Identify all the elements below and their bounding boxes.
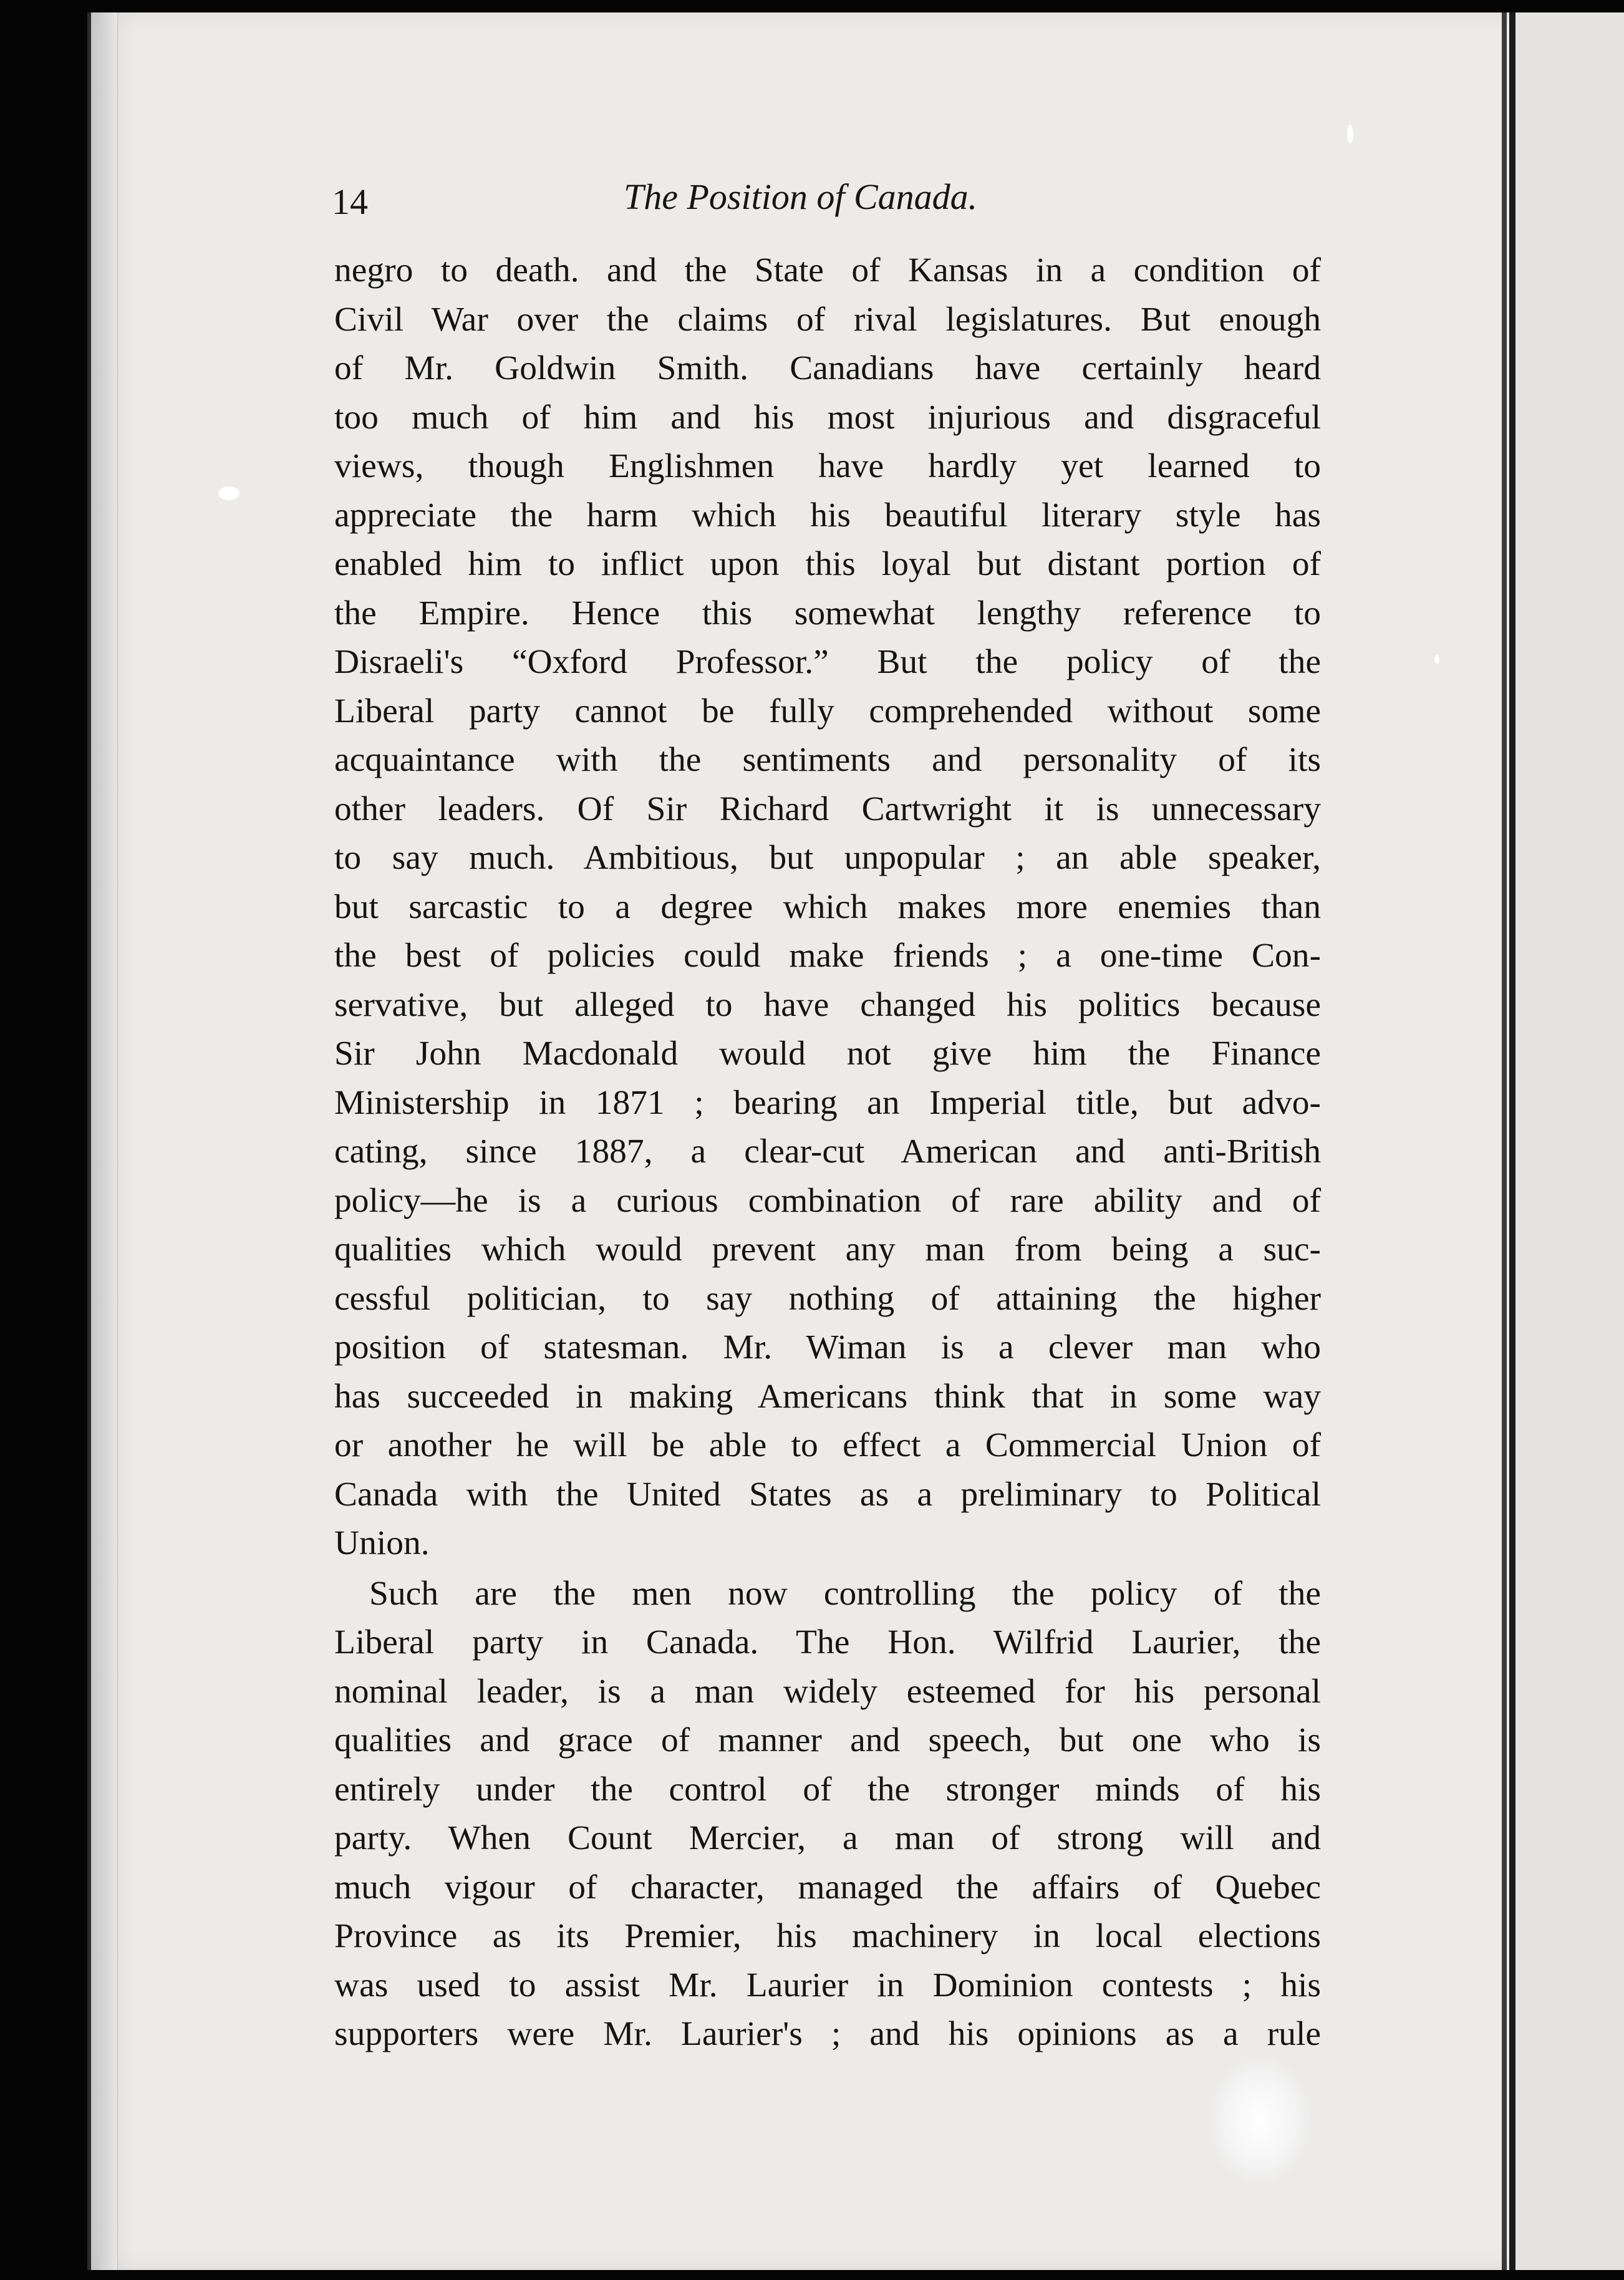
text-line: was used to assist Mr. Laurier in Dominion contests ; his xyxy=(334,1966,1321,2004)
paper-speck xyxy=(1434,655,1439,664)
text-line: Union. xyxy=(334,1524,430,1562)
paragraph xyxy=(334,246,1321,1568)
page-header xyxy=(332,176,1330,231)
paper-speck xyxy=(1347,125,1353,143)
text-line: Ministership in 1871 ; bearing an Imperial title, but advo- xyxy=(334,1083,1321,1122)
text-line: to say much. Ambitious, but unpopular ; an able speaker, xyxy=(334,839,1321,877)
text-line: or another he will be able to effect a Commercial Union of xyxy=(334,1426,1321,1464)
text-line: cating, since 1887, a clear-cut American and anti-British xyxy=(334,1133,1321,1171)
text-line: Liberal party cannot be fully comprehended without some xyxy=(334,692,1321,730)
paper-speck xyxy=(218,486,239,500)
text-line: servative, but alleged to have changed his politics because xyxy=(334,985,1321,1024)
facing-page-strip xyxy=(1509,12,1624,2270)
text-line: negro to death. and the State of Kansas in a condition of xyxy=(334,251,1321,289)
text-line: of Mr. Goldwin Smith. Canadians have certainly heard xyxy=(334,349,1321,387)
text-line: Liberal party in Canada. The Hon. Wilfrid Laurier, the xyxy=(334,1623,1321,1661)
text-line: appreciate the harm which his beautiful literary style has xyxy=(334,496,1321,534)
book-spine xyxy=(1502,12,1507,2270)
text-line: policy—he is a curious combination of rare ability and of xyxy=(334,1181,1321,1220)
text-line: nominal leader, is a man widely esteemed for his personal xyxy=(334,1672,1321,1711)
text-line: acquaintance with the sentiments and personality of its xyxy=(334,741,1321,779)
paper-stain xyxy=(1210,2058,1310,2183)
text-line: much vigour of character, managed the affairs of Quebec xyxy=(334,1868,1321,1906)
text-line: position of statesman. Mr. Wiman is a clever man who xyxy=(334,1328,1321,1366)
text-line: Disraeli's “Oxford Professor.” But the policy of the xyxy=(334,643,1321,681)
text-line: entirely under the control of the stronger minds of his xyxy=(334,1770,1321,1809)
body-text xyxy=(334,246,1321,2059)
text-line: Such are the men now controlling the policy of the xyxy=(369,1574,1321,1613)
text-line: Province as its Premier, his machinery in local elections xyxy=(334,1917,1321,1955)
text-line: enabled him to inflict upon this loyal but distant portion of xyxy=(334,545,1321,583)
page-number: 14 xyxy=(332,181,368,222)
text-line: too much of him and his most injurious and disgraceful xyxy=(334,398,1321,437)
page-edge xyxy=(100,12,118,2270)
text-line: has succeeded in making Americans think that in some way xyxy=(334,1377,1321,1416)
text-line: qualities which would prevent any man from being a suc- xyxy=(334,1230,1321,1268)
text-line: Civil War over the claims of rival legislatures. But enough xyxy=(334,300,1321,339)
paragraph xyxy=(334,1570,1321,2059)
running-title: The Position of Canada. xyxy=(624,176,978,217)
text-line: party. When Count Mercier, a man of strong will and xyxy=(334,1819,1321,1857)
text-line: Canada with the United States as a preliminary to Political xyxy=(334,1475,1321,1514)
text-line: the best of policies could make friends ; a one-time Con- xyxy=(334,937,1321,975)
text-line: other leaders. Of Sir Richard Cartwright it is unnecessary xyxy=(334,790,1321,828)
text-line: Sir John Macdonald would not give him the Finance xyxy=(334,1035,1321,1073)
text-line: views, though Englishmen have hardly yet learned to xyxy=(334,447,1321,485)
text-line: the Empire. Hence this somewhat lengthy reference to xyxy=(334,594,1321,632)
text-line: but sarcastic to a degree which makes more enemies than xyxy=(334,887,1321,926)
text-line: qualities and grace of manner and speech, but one who is xyxy=(334,1721,1321,1759)
text-line: supporters were Mr. Laurier's ; and his opinions as a rule xyxy=(334,2015,1321,2053)
text-line: cessful politician, to say nothing of attaining the higher xyxy=(334,1279,1321,1318)
